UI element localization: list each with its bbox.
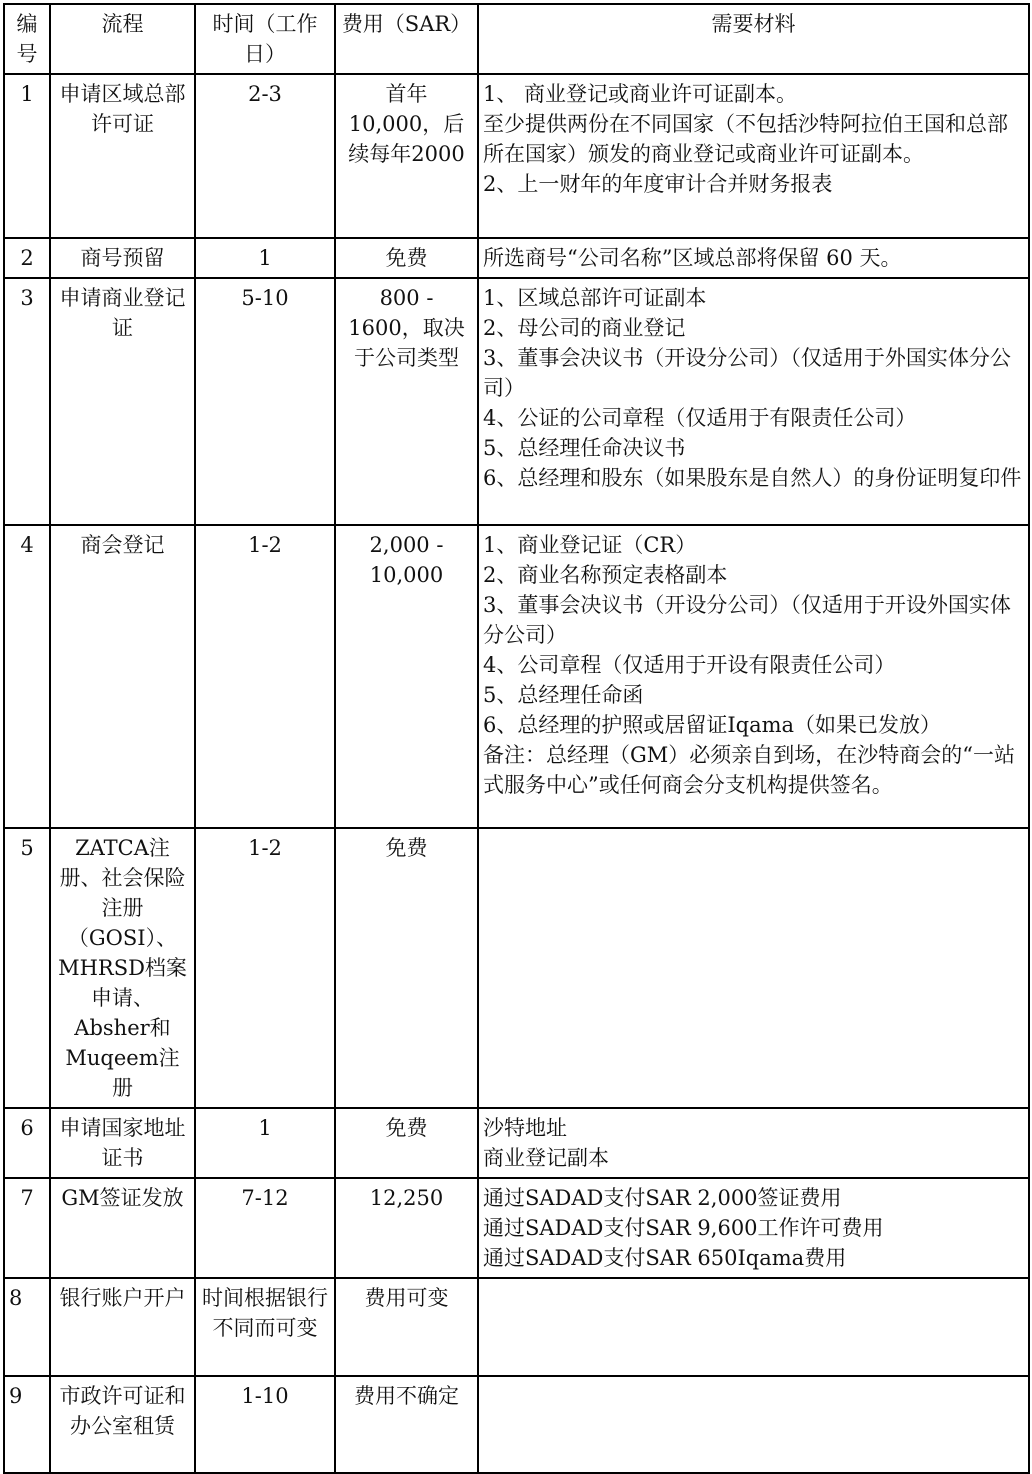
row-time: 5-10 xyxy=(195,278,335,525)
row-materials xyxy=(478,278,1029,525)
row-time: 时间根据银行不同而可变 xyxy=(195,1278,335,1376)
row-time: 1 xyxy=(195,1108,335,1178)
row-number: 5 xyxy=(4,828,50,1108)
table-row xyxy=(4,828,1029,1108)
row-number: 6 xyxy=(4,1108,50,1178)
row-time: 2-3 xyxy=(195,74,335,238)
material-line: 通过SADAD支付SAR 9,600工作许可费用 xyxy=(483,1216,884,1240)
row-process: 银行账户开户 xyxy=(50,1278,195,1376)
row-materials xyxy=(478,1278,1029,1376)
process-table xyxy=(3,3,1030,1474)
material-line: 4、公证的公司章程（仅适用于有限责任公司） xyxy=(483,406,917,430)
header-materials: 需要材料 xyxy=(478,4,1029,74)
row-time: 1-2 xyxy=(195,828,335,1108)
row-fee: 免费 xyxy=(335,828,478,1108)
row-number: 4 xyxy=(4,525,50,828)
row-fee: 免费 xyxy=(335,238,478,278)
row-fee: 费用可变 xyxy=(335,1278,478,1376)
row-process: GM签证发放 xyxy=(50,1178,195,1278)
header-process: 流程 xyxy=(50,4,195,74)
row-fee: 2,000 - 10,000 xyxy=(335,525,478,828)
row-process: 申请商业登记证 xyxy=(50,278,195,525)
table-body xyxy=(4,74,1029,1473)
material-line: 商业登记副本 xyxy=(483,1146,609,1170)
header-time: 时间（工作日） xyxy=(195,4,335,74)
material-line: 5、总经理任命函 xyxy=(483,683,644,707)
material-line: 4、公司章程（仅适用于开设有限责任公司） xyxy=(483,653,896,677)
material-line: 5、总经理任命决议书 xyxy=(483,436,686,460)
row-fee: 免费 xyxy=(335,1108,478,1178)
material-line: 2、母公司的商业登记 xyxy=(483,316,686,340)
row-number: 1 xyxy=(4,74,50,238)
header-row xyxy=(4,4,1029,74)
row-number: 3 xyxy=(4,278,50,525)
table-row xyxy=(4,1278,1029,1376)
table-row xyxy=(4,238,1029,278)
row-fee: 800 - 1600，取决于公司类型 xyxy=(335,278,478,525)
row-fee: 首年10,000，后续每年2000 xyxy=(335,74,478,238)
row-materials xyxy=(478,1178,1029,1278)
row-materials xyxy=(478,74,1029,238)
table-row xyxy=(4,1376,1029,1473)
material-line: 1、区域总部许可证副本 xyxy=(483,286,707,310)
row-materials xyxy=(478,238,1029,278)
material-line: 1、 商业登记或商业许可证副本。 xyxy=(483,82,798,106)
row-number: 7 xyxy=(4,1178,50,1278)
row-process: 市政许可证和办公室租赁 xyxy=(50,1376,195,1473)
row-time: 1 xyxy=(195,238,335,278)
material-line: 所选商号“公司名称”区域总部将保留 60 天。 xyxy=(483,246,902,270)
row-time: 7-12 xyxy=(195,1178,335,1278)
row-materials xyxy=(478,1376,1029,1473)
row-process: 商号预留 xyxy=(50,238,195,278)
table-row xyxy=(4,1108,1029,1178)
table-row xyxy=(4,525,1029,828)
material-line: 2、商业名称预定表格副本 xyxy=(483,563,728,587)
row-number: 8 xyxy=(4,1278,50,1376)
row-process: ZATCA注册、社会保险注册（GOSI）、MHRSD档案申请、Absher和Muqeem注册 xyxy=(50,828,195,1108)
row-process: 申请国家地址证书 xyxy=(50,1108,195,1178)
material-line: 沙特地址 xyxy=(483,1116,567,1140)
table-row xyxy=(4,278,1029,525)
material-line: 备注：总经理（GM）必须亲自到场，在沙特商会的“一站式服务中心”或任何商会分支机构提供签名。 xyxy=(483,743,1016,797)
header-fee: 费用（SAR） xyxy=(335,4,478,74)
material-line: 1、商业登记证（CR） xyxy=(483,533,697,557)
material-line: 2、上一财年的年度审计合并财务报表 xyxy=(483,172,833,196)
row-process: 申请区域总部许可证 xyxy=(50,74,195,238)
material-line: 通过SADAD支付SAR 2,000签证费用 xyxy=(483,1186,842,1210)
row-fee: 12,250 xyxy=(335,1178,478,1278)
material-line: 通过SADAD支付SAR 650Iqama费用 xyxy=(483,1246,847,1270)
row-materials xyxy=(478,525,1029,828)
row-number: 9 xyxy=(4,1376,50,1473)
row-materials xyxy=(478,1108,1029,1178)
table-row xyxy=(4,1178,1029,1278)
material-line: 6、总经理的护照或居留证Iqama（如果已发放） xyxy=(483,713,942,737)
row-process: 商会登记 xyxy=(50,525,195,828)
header-no: 编号 xyxy=(4,4,50,74)
material-line: 3、董事会决议书（开设分公司）（仅适用于外国实体分公司） xyxy=(483,346,1011,400)
row-time: 1-10 xyxy=(195,1376,335,1473)
material-line: 3、董事会决议书（开设分公司）（仅适用于开设外国实体分公司） xyxy=(483,593,1011,647)
row-time: 1-2 xyxy=(195,525,335,828)
table-row xyxy=(4,74,1029,238)
material-line: 至少提供两份在不同国家（不包括沙特阿拉伯王国和总部所在国家）颁发的商业登记或商业许可证副本。 xyxy=(483,112,1008,166)
row-materials xyxy=(478,828,1029,1108)
row-fee: 费用不确定 xyxy=(335,1376,478,1473)
material-line: 6、总经理和股东（如果股东是自然人）的身份证明复印件 xyxy=(483,466,1022,490)
row-number: 2 xyxy=(4,238,50,278)
